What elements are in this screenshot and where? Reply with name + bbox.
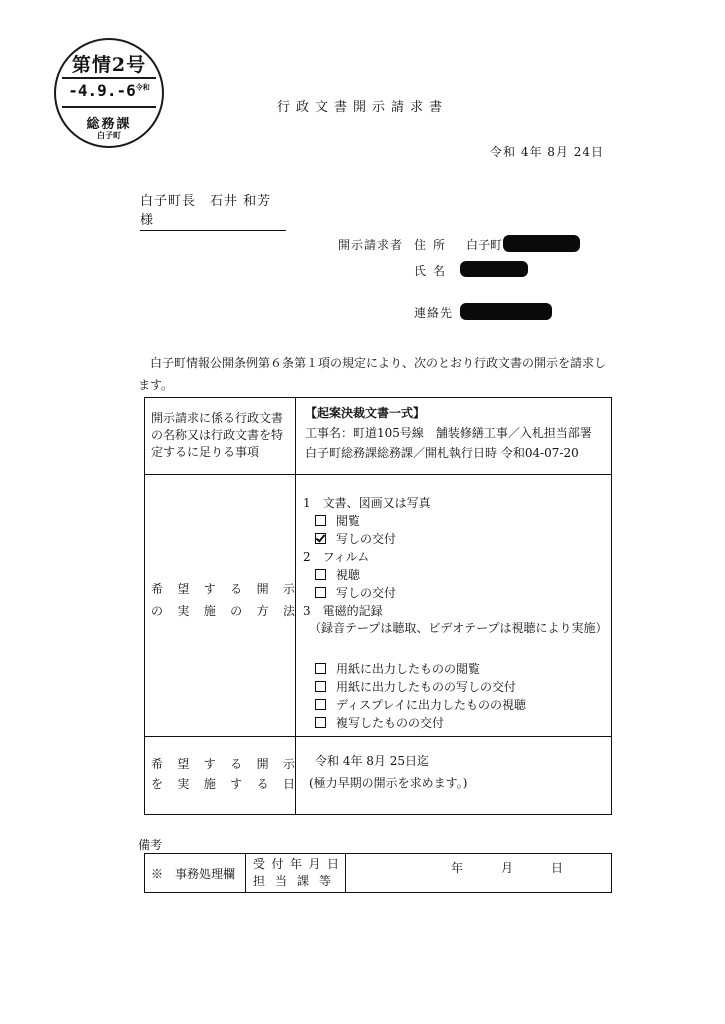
redaction-name <box>460 261 528 277</box>
document-title: 行政文書開示請求書 <box>276 100 448 115</box>
stamp-line <box>62 77 156 79</box>
month-label: 月 <box>501 861 514 875</box>
address-value: 白子町 <box>466 238 503 252</box>
stamp-town: 白子町 <box>97 130 121 140</box>
table-divider <box>245 854 246 892</box>
stamp-number: 第情2号 <box>71 54 147 76</box>
received-stamp <box>54 38 164 148</box>
disclosure-method-label: 希 望 す る 開 示 の 実 施 の 方 法 <box>151 582 295 618</box>
checkbox-icon <box>315 681 326 692</box>
disclosure-date-label: 希 望 す る 開 示 を 実 施 す る 日 <box>151 757 295 791</box>
office-label: ※ 事務処理欄 <box>151 867 236 881</box>
table-divider <box>345 854 346 892</box>
office-field-labels: 受 付 年 月 日 担 当 課 等 <box>253 857 339 888</box>
checkbox-icon <box>315 569 326 580</box>
option-duplicate[interactable]: 複写したものの交付 <box>315 714 444 731</box>
option-viewing[interactable]: 視聴 <box>315 566 360 583</box>
disclosure-date-note: (極力早期の開示を求めます。) <box>309 776 468 790</box>
requester-label: 開示請求者 <box>338 238 404 252</box>
table-divider <box>145 474 611 475</box>
name-label: 氏名 <box>414 264 453 278</box>
option-paper-copy[interactable]: 用紙に出力したものの写しの交付 <box>315 678 516 695</box>
intro-paragraph: 白子町情報公開条例第６条第１項の規定により、次のとおり行政文書の開示を請求します。 <box>138 356 607 392</box>
checkbox-icon <box>315 587 326 598</box>
stamp-department: 総務課 <box>86 117 132 132</box>
method-group-electronic: 3 電磁的記録 <box>303 604 383 618</box>
day-label: 日 <box>551 861 564 875</box>
redaction-contact <box>460 303 552 320</box>
contact-label: 連絡先 <box>414 306 454 320</box>
option-film-copy[interactable]: 写しの交付 <box>315 584 396 601</box>
table-divider <box>145 736 611 737</box>
electronic-note: （録音テープは聴取、ビデオテープは視聴により実施） <box>309 621 608 635</box>
remarks-label: 備考 <box>138 838 163 852</box>
address-label: 住所 <box>414 238 453 252</box>
year-label: 年 <box>451 861 464 875</box>
disclosure-date: 令和 4年 8月 25日迄 <box>315 754 429 768</box>
option-copy[interactable]: 写しの交付 <box>315 530 396 547</box>
document-name-label: 開示請求に係る行政文書 の名称又は行政文書を特 定するに足りる事項 <box>151 411 284 459</box>
method-group-film: 2 フィルム <box>303 550 370 564</box>
stamp-date: $-4.9.-6^{令和}$ <box>68 81 150 100</box>
addressee: 白子町長 石井 和芳 様 <box>140 190 286 231</box>
document-name-content: 【起案決裁文書一式】 工事名：町道105号線 舗装修繕工事／入札担当部署 白子町総務課総務課／開札執行日時 令和04-07-20 <box>305 406 592 460</box>
table-divider <box>295 398 296 814</box>
checkbox-icon <box>315 699 326 710</box>
request-date: 令和 4年 8月 24日 <box>490 145 604 159</box>
request-table <box>144 397 612 815</box>
redaction-address <box>503 235 580 252</box>
option-display-viewing[interactable]: ディスプレイに出力したものの視聴 <box>315 696 526 713</box>
checked-checkbox-icon <box>315 533 326 544</box>
checkbox-icon <box>315 663 326 674</box>
option-inspection[interactable]: 閲覧 <box>315 512 360 529</box>
option-paper-inspection[interactable]: 用紙に出力したものの閲覧 <box>315 660 480 677</box>
method-group-documents: 1 文書、図画又は写真 <box>303 496 431 510</box>
checkbox-icon <box>315 717 326 728</box>
checkbox-icon <box>315 515 326 526</box>
office-processing-table <box>144 853 612 893</box>
